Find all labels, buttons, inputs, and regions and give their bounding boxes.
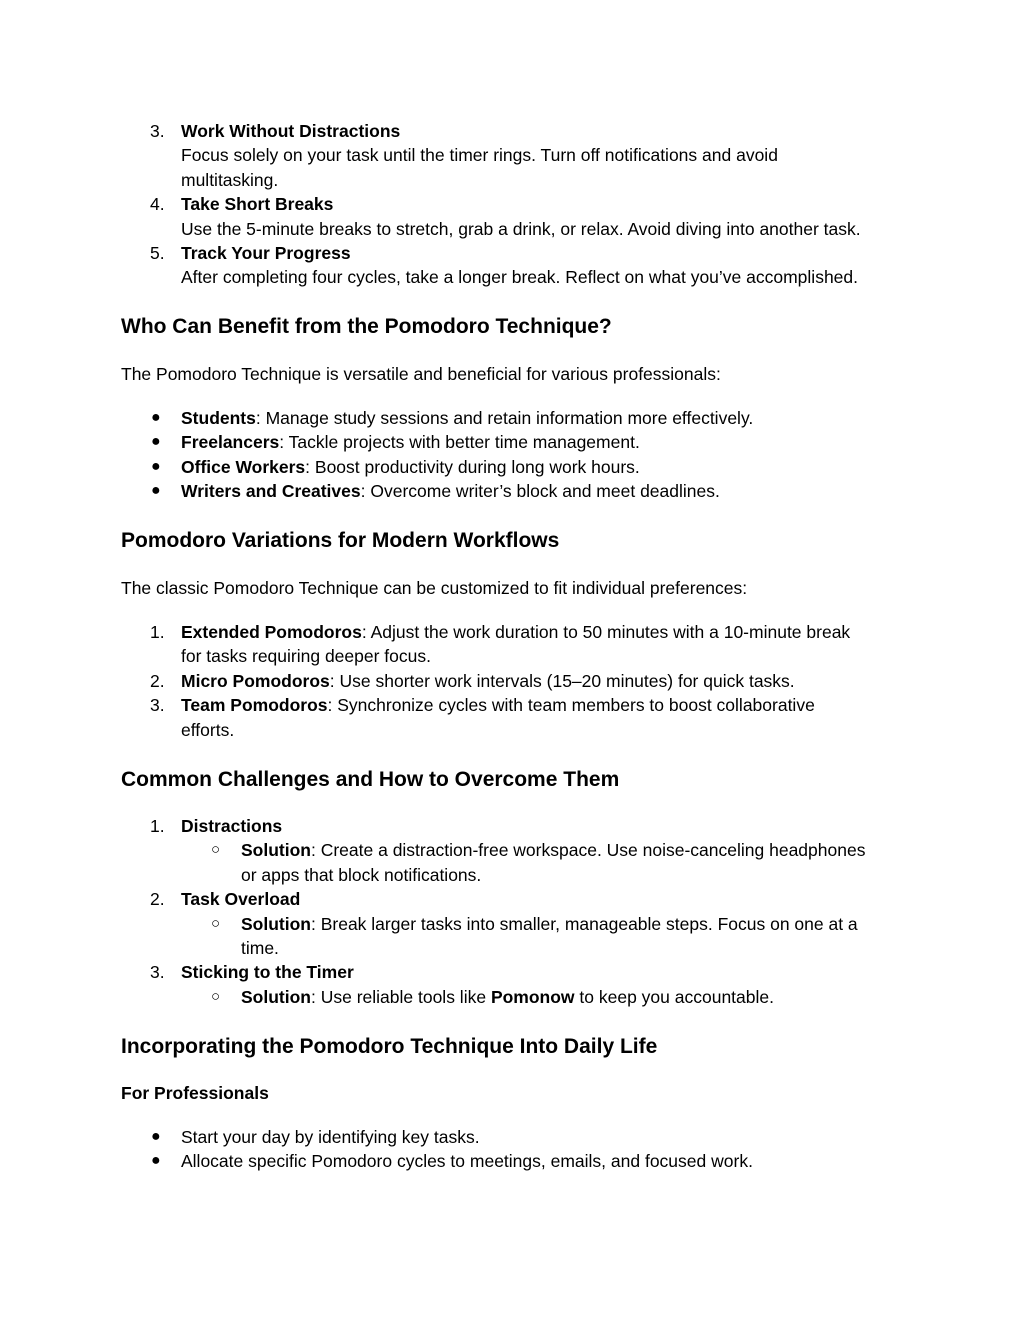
steps-list xyxy=(0,119,1024,290)
list-item xyxy=(0,1149,1024,1173)
list-number: 4. xyxy=(150,194,165,215)
step-description: Use the 5-minute breaks to stretch, grab a drink, or relax. Avoid diving into another task. xyxy=(181,218,861,239)
item-label: Freelancers xyxy=(181,432,280,453)
solution-text: : Use reliable tools like xyxy=(310,986,491,1007)
list-item xyxy=(0,960,1024,984)
challenges-list xyxy=(0,814,1024,1009)
list-item xyxy=(0,479,1024,503)
benefit-intro: The Pomodoro Technique is versatile and beneficial for various professionals: xyxy=(121,364,721,384)
sub-list-item xyxy=(0,838,1024,887)
item-text: : Adjust the work duration to 50 minutes with a 10-minute break xyxy=(361,622,851,642)
challenge-title: Task Overload xyxy=(181,889,301,910)
item-text: : Use shorter work intervals (15–20 minutes) for quick tasks. xyxy=(329,670,795,691)
solution-text-cont: time. xyxy=(241,938,279,959)
list-item xyxy=(0,620,1024,669)
circle-bullet-icon: ○ xyxy=(211,987,221,1005)
section-heading-daily: Incorporating the Pomodoro Technique Into Daily Life xyxy=(121,1035,658,1058)
benefit-list xyxy=(0,406,1024,504)
list-number: 2. xyxy=(150,670,165,691)
sub-list-item xyxy=(0,912,1024,961)
list-item xyxy=(0,1125,1024,1149)
daily-list xyxy=(0,1125,1024,1174)
item-label: Extended Pomodoros xyxy=(181,622,362,642)
bullet-icon: ● xyxy=(151,1152,161,1170)
item-label: Team Pomodoros xyxy=(181,695,328,716)
section-heading-challenges: Common Challenges and How to Overcome Them xyxy=(121,768,620,791)
list-number: 5. xyxy=(150,243,165,264)
subheading-professionals: For Professionals xyxy=(121,1083,269,1103)
list-item xyxy=(0,887,1024,911)
circle-bullet-icon: ○ xyxy=(211,914,221,932)
step-description: After completing four cycles, take a longer break. Reflect on what you’ve accomplished. xyxy=(181,267,859,288)
bullet-icon: ● xyxy=(151,457,161,475)
challenge-title: Sticking to the Timer xyxy=(181,962,354,983)
step-title: Take Short Breaks xyxy=(181,194,334,215)
tool-name: Pomonow xyxy=(490,986,575,1007)
item-text-cont: for tasks requiring deeper focus. xyxy=(181,646,431,667)
item-text: : Manage study sessions and retain information more effectively. xyxy=(255,408,754,428)
item-text: Allocate specific Pomodoro cycles to meetings, emails, and focused work. xyxy=(181,1151,753,1172)
bullet-icon: ● xyxy=(151,1128,161,1145)
list-number: 3. xyxy=(150,962,165,983)
list-item xyxy=(0,669,1024,693)
item-text: : Boost productivity during long work hours. xyxy=(305,456,640,477)
list-number: 1. xyxy=(150,622,165,642)
list-item xyxy=(0,192,1024,241)
circle-bullet-icon: ○ xyxy=(211,841,221,859)
step-title: Track Your Progress xyxy=(181,243,351,264)
item-label: Micro Pomodoros xyxy=(181,670,330,691)
solution-label: Solution xyxy=(241,840,311,861)
solution-text: : Create a distraction-free workspace. Use noise-canceling headphones xyxy=(310,840,866,861)
list-number: 1. xyxy=(150,816,165,836)
item-text: : Synchronize cycles with team members to boost collaborative xyxy=(327,695,815,716)
list-item xyxy=(0,693,1024,742)
step-description: Focus solely on your task until the timer rings. Turn off notifications and avoid xyxy=(181,145,778,166)
item-text-cont: efforts. xyxy=(181,719,235,740)
step-description-cont: multitasking. xyxy=(181,169,279,190)
item-label: Office Workers xyxy=(181,456,306,477)
item-label: Writers and Creatives xyxy=(181,481,361,502)
list-item xyxy=(0,406,1024,430)
sub-list-item xyxy=(0,985,1024,1009)
variations-intro: The classic Pomodoro Technique can be customized to fit individual preferences: xyxy=(121,578,748,598)
list-number: 2. xyxy=(150,889,165,910)
solution-text: : Break larger tasks into smaller, manageable steps. Focus on one at a xyxy=(310,913,858,934)
variations-list xyxy=(0,620,1024,742)
item-label: Students xyxy=(181,408,256,428)
list-number: 3. xyxy=(150,695,165,716)
list-item xyxy=(0,455,1024,479)
solution-text-cont: or apps that block notifications. xyxy=(241,864,482,885)
solution-label: Solution xyxy=(241,913,311,934)
solution-text-end: to keep you accountable. xyxy=(574,986,774,1007)
bullet-icon: ● xyxy=(151,482,161,500)
list-item xyxy=(0,430,1024,454)
solution-label: Solution xyxy=(241,986,311,1007)
item-text: Start your day by identifying key tasks. xyxy=(181,1127,480,1147)
step-title: Work Without Distractions xyxy=(181,121,401,141)
list-item xyxy=(0,119,1024,192)
list-item xyxy=(0,814,1024,838)
section-heading-variations: Pomodoro Variations for Modern Workflows xyxy=(121,529,560,552)
list-number: 3. xyxy=(150,121,165,141)
bullet-icon: ● xyxy=(151,409,161,426)
bullet-icon: ● xyxy=(151,433,161,451)
challenge-title: Distractions xyxy=(181,816,283,836)
list-item xyxy=(0,241,1024,290)
item-text: : Tackle projects with better time management. xyxy=(279,432,640,453)
section-heading-benefit: Who Can Benefit from the Pomodoro Technique? xyxy=(121,315,612,338)
item-text: : Overcome writer’s block and meet deadlines. xyxy=(360,481,720,502)
